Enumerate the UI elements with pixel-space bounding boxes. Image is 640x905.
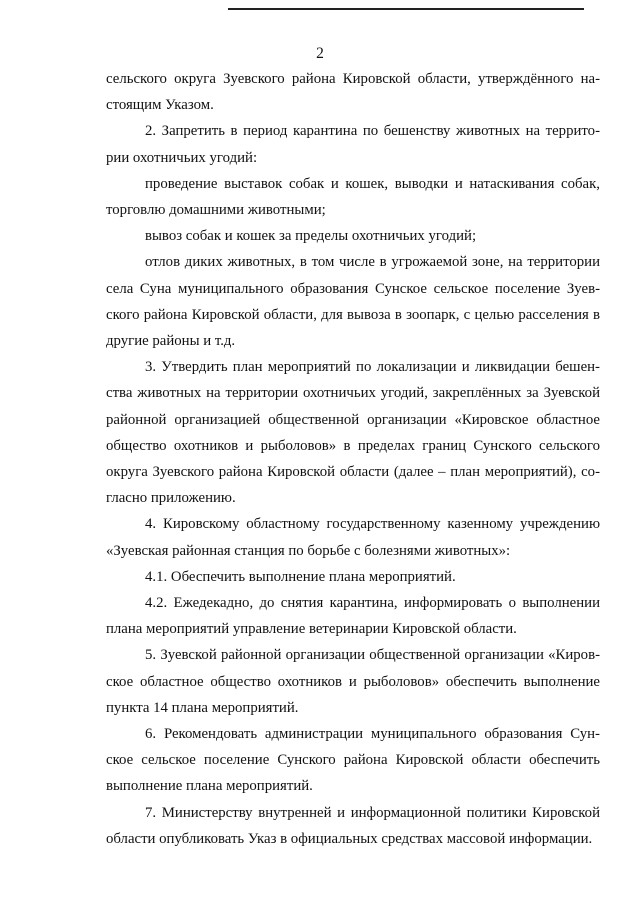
text-line: сельского округа Зуевского района Кировской области, утверждённого на-	[106, 71, 600, 87]
text-line: ского района Кировской области, для вывоза в зоопарк, с целью расселения в	[106, 306, 600, 323]
text-line: 4.2. Ежедекадно, до снятия карантина, информировать о выполнении	[145, 595, 600, 612]
text-line: плана мероприятий управление ветеринарии Кировской области.	[106, 621, 517, 638]
text-line: области опубликовать Указ в официальных средствах массовой информации.	[106, 830, 593, 847]
text-line: другие районы и т.д.	[106, 333, 236, 350]
text-line: «Зуевская районная станция по борьбе с болезнями животных»:	[106, 542, 511, 559]
text-line: ства животных на территории охотничьих угодий, закреплённых за Зуевской	[106, 385, 600, 402]
text-line: вывоз собак и кошек за пределы охотничьих угодий;	[145, 228, 477, 245]
paragraph	[106, 511, 600, 563]
paragraph	[106, 66, 600, 118]
paragraph	[106, 249, 600, 354]
text-line: пункта 14 плана мероприятий.	[106, 699, 299, 716]
text-line: стоящим Указом.	[106, 97, 214, 114]
text-line: общество охотников и рыболовов» в пределах границ Сунского сельского	[106, 437, 600, 454]
text-line: округа Зуевского района Кировской области (далее – план мероприятий), со-	[106, 464, 600, 481]
text-line: гласно приложению.	[106, 490, 236, 507]
page-number: 2	[316, 45, 324, 62]
text-line: рии охотничьих угодий:	[106, 149, 258, 166]
paragraph	[106, 118, 600, 170]
paragraph	[106, 590, 600, 642]
paragraph	[106, 564, 600, 590]
paragraph	[106, 223, 600, 249]
text-line: выполнение плана мероприятий.	[106, 778, 313, 795]
text-line: 4.1. Обеспечить выполнение плана мероприятий.	[145, 568, 456, 585]
paragraph	[106, 721, 600, 800]
text-line: торговлю домашними животными;	[106, 202, 326, 219]
text-line: районной организацией общественной организации «Кировское областное	[106, 411, 600, 428]
document-body	[106, 66, 600, 852]
text-line: 4. Кировскому областному государственному казенному учреждению	[145, 516, 600, 533]
top-rule	[228, 8, 584, 10]
text-line: отлов диких животных, в том числе в угрожаемой зоне, на территории	[145, 254, 600, 271]
paragraph	[106, 642, 600, 721]
text-line: 5. Зуевской районной организации общественной организации «Киров-	[145, 647, 600, 664]
text-line: 7. Министерству внутренней и информационной политики Кировской	[145, 804, 600, 821]
text-line: села Суна муниципального образования Сунское сельское поселение Зуев-	[106, 280, 600, 297]
text-line: 3. Утвердить план мероприятий по локализации и ликвидации бешен-	[145, 359, 600, 376]
text-line: 2. Запретить в период карантина по бешенству животных на террито-	[145, 123, 600, 140]
paragraph	[106, 354, 600, 511]
text-line: проведение выставок собак и кошек, выводки и натаскивания собак,	[145, 175, 600, 192]
text-line: 6. Рекомендовать администрации муниципального образования Сун-	[145, 726, 600, 743]
text-line: ское областное общество охотников и рыболовов» обеспечить выполнение	[106, 673, 600, 690]
paragraph	[106, 171, 600, 223]
paragraph	[106, 800, 600, 852]
text-line: ское сельское поселение Сунского района Кировской области обеспечить	[106, 752, 600, 769]
